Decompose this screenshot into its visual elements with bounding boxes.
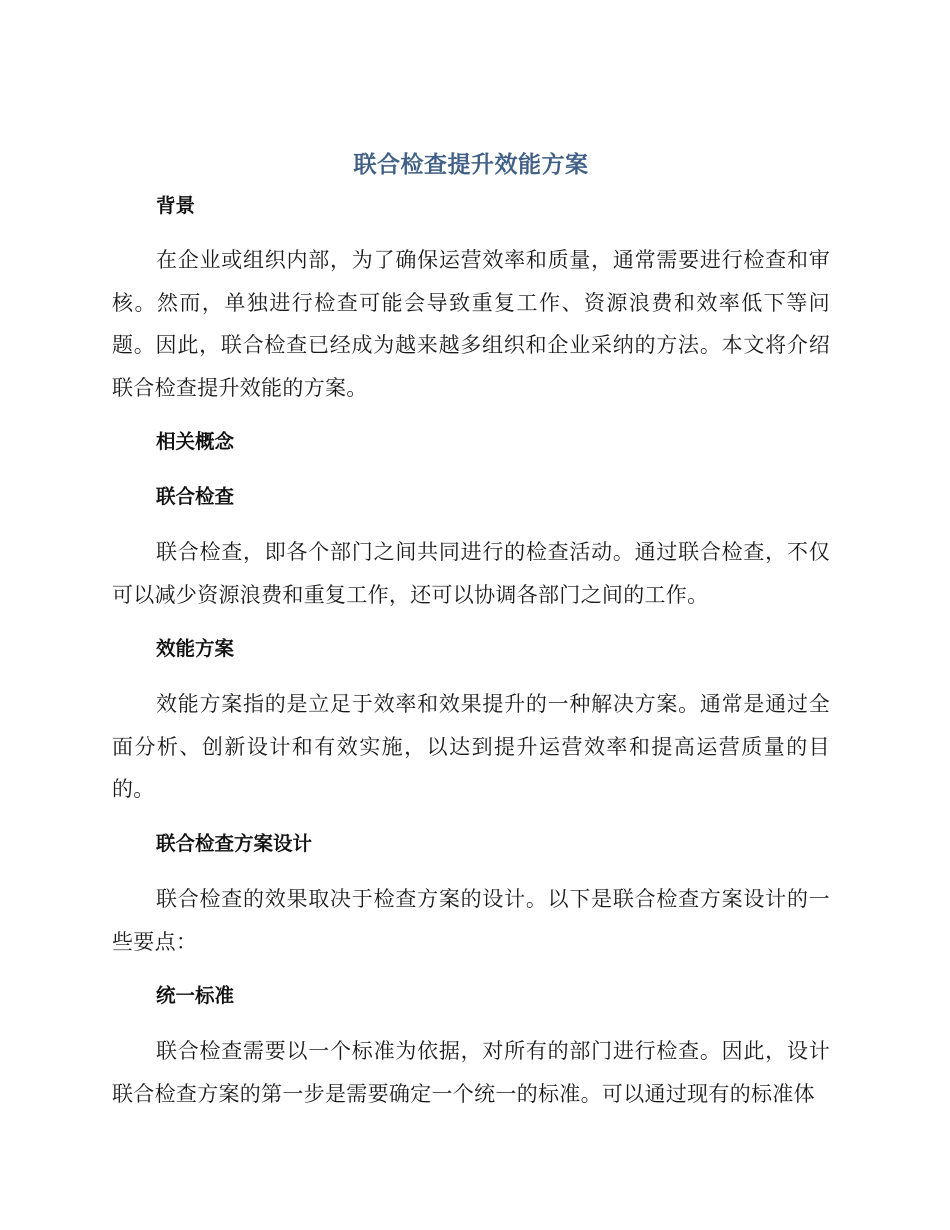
paragraph-unified-standard: 联合检查需要以一个标准为依据，对所有的部门进行检查。因此，设计联合检查方案的第一步是需要确定一个统一的标准。可以通过现有的标准体 (112, 1039, 830, 1106)
section-heading-concepts: 相关概念 (156, 430, 235, 453)
section-heading-background: 背景 (156, 194, 196, 217)
section-heading-unified-standard: 统一标准 (156, 984, 235, 1007)
section-heading-plan-design: 联合检查方案设计 (156, 832, 313, 855)
section-heading-joint-inspection: 联合检查 (156, 485, 235, 508)
paragraph-efficiency-plan: 效能方案指的是立足于效率和效果提升的一种解决方案。通常是通过全面分析、创新设计和有效实施，以达到提升运营效率和提高运营质量的目的。 (112, 692, 830, 801)
paragraph-background: 在企业或组织内部，为了确保运营效率和质量，通常需要进行检查和审核。然而，单独进行检查可能会导致重复工作、资源浪费和效率低下等问题。因此，联合检查已经成为越来越多组织和企业采纳的方法。本文将介绍联合检查提升效能的方案。 (112, 248, 830, 400)
document-title: 联合检查提升效能方案 (353, 152, 589, 178)
paragraph-joint-inspection: 联合检查，即各个部门之间共同进行的检查活动。通过联合检查，不仅可以减少资源浪费和重复工作，还可以协调各部门之间的工作。 (112, 540, 830, 607)
paragraph-plan-design: 联合检查的效果取决于检查方案的设计。以下是联合检查方案设计的一些要点： (112, 887, 830, 954)
section-heading-efficiency-plan: 效能方案 (156, 637, 235, 660)
